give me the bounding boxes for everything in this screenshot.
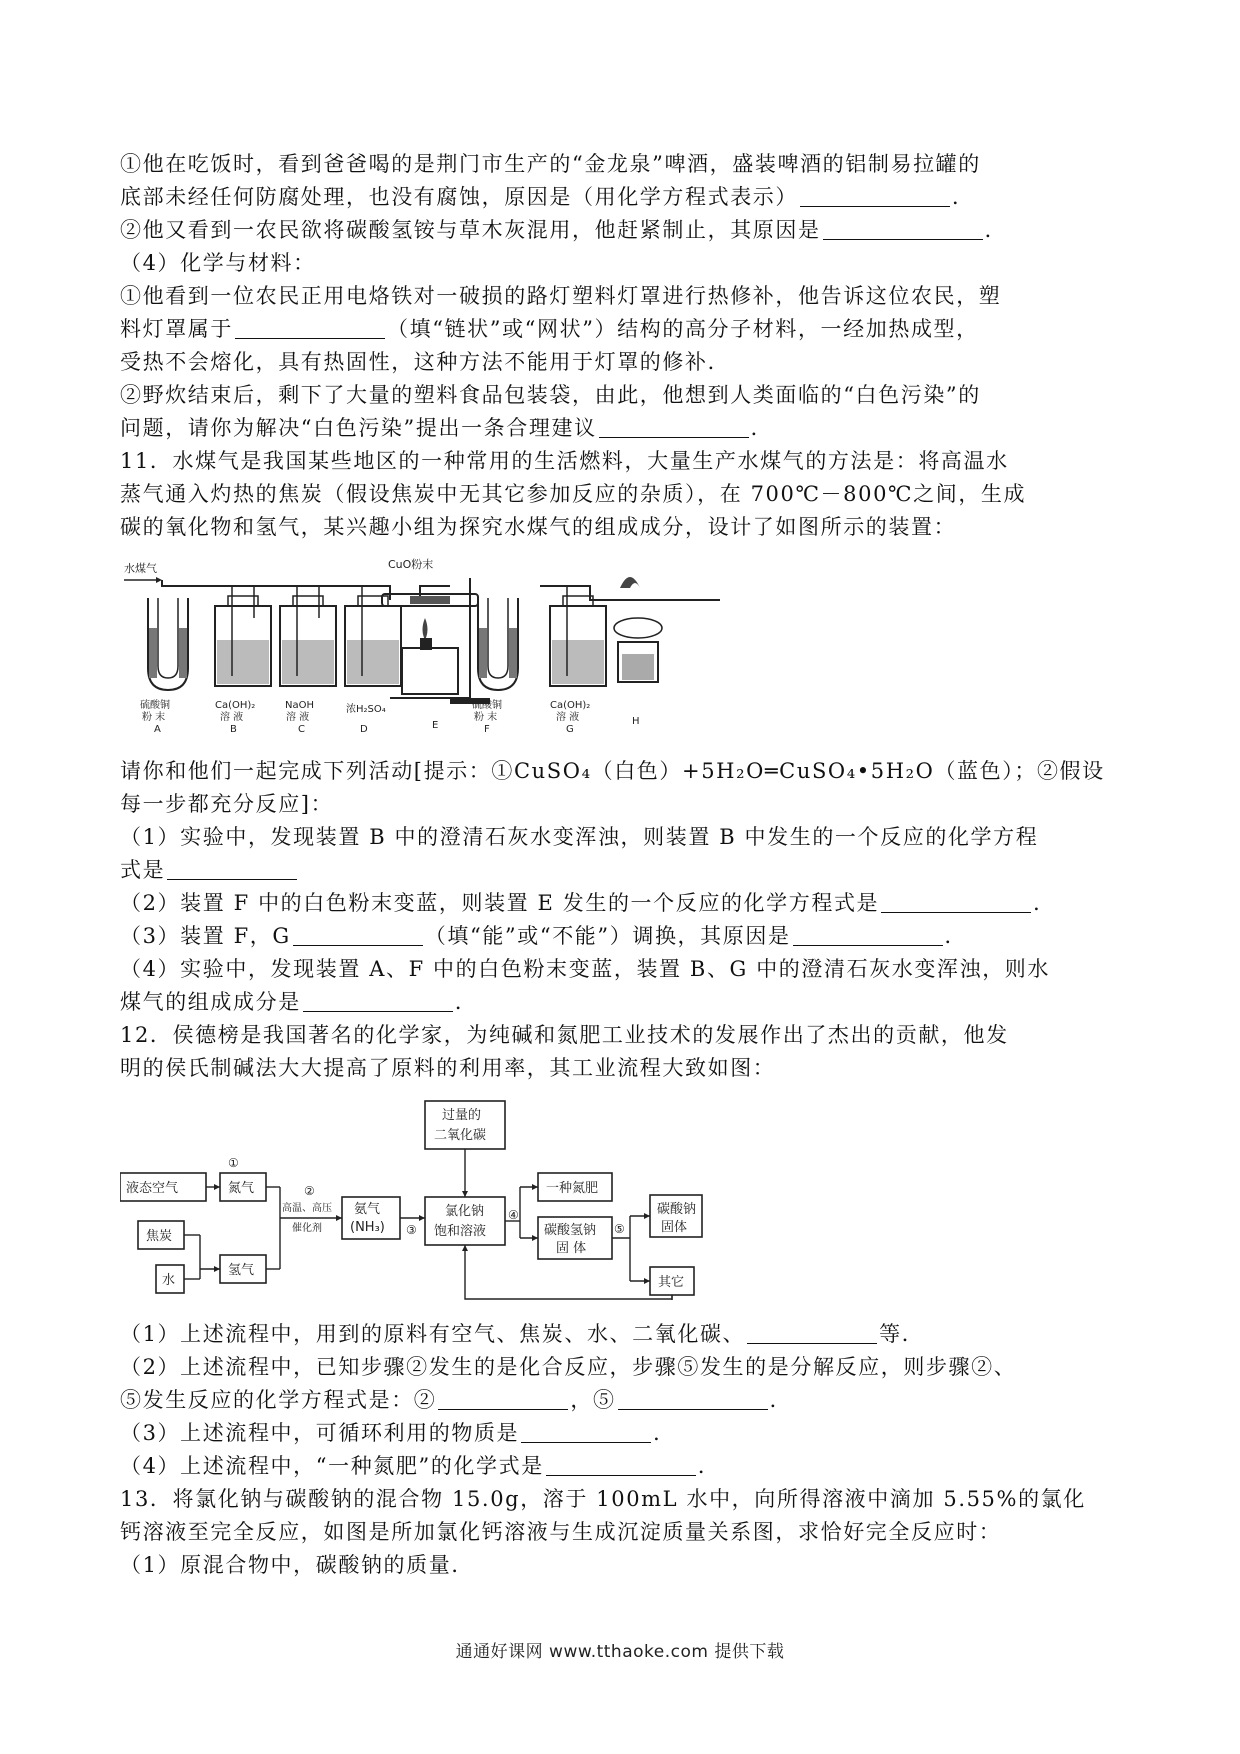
letter-f: F	[484, 724, 490, 733]
q13-line1: 13．将氯化钠与碳酸钠的混合物 15.0g，溶于 100mL 水中，向所得溶液中滴加 5.55%的氯化	[120, 1487, 1086, 1511]
box-ammonia-1: 氨气	[354, 1202, 381, 1217]
q12-s2-line2: ⑤发生反应的化学方程式是：② ，⑤ ．	[120, 1388, 793, 1412]
label-b-2: 溶 液	[220, 712, 244, 723]
letter-b: B	[230, 724, 237, 733]
box-nahco3-2: 固 体	[556, 1241, 587, 1256]
q10-3-1-line2: 底部未经任何防腐处理，也没有腐蚀，原因是（用化学方程式表示） ．	[120, 185, 975, 209]
label-a-2: 粉 末	[142, 712, 166, 723]
q12-s4: （4）上述流程中，“一种氮肥”的化学式是 ．	[120, 1454, 721, 1478]
q11-hint-line1: 请你和他们一起完成下列活动[提示：①CuSO₄（白色）+5H₂O═CuSO₄•5H₂O（蓝色）；②假设	[120, 759, 1105, 783]
answer-blank[interactable]	[293, 923, 423, 946]
step-3: ③	[406, 1223, 417, 1237]
label-g-2: 溶 液	[556, 712, 580, 723]
q10-4-1-line2: 料灯罩属于 （填“链状”或“网状”）结构的高分子材料，一经加热成型，	[120, 317, 979, 341]
answer-blank[interactable]	[167, 857, 297, 880]
cond-high-temp: 高温、高压	[282, 1203, 332, 1214]
q12-s1: （1）上述流程中，用到的原料有空气、焦炭、水、二氧化碳、 等．	[120, 1322, 925, 1346]
q12-line1: 12．侯德榜是我国著名的化学家，为纯碱和氮肥工业技术的发展作出了杰出的贡献，他发	[120, 1023, 1009, 1047]
letter-a: A	[154, 724, 161, 733]
box-water: 水	[162, 1273, 176, 1288]
q11-line1: 11．水煤气是我国某些地区的一种常用的生活燃料，大量生产水煤气的方法是：将高温水	[120, 449, 1009, 473]
label-g-1: Ca(OH)₂	[550, 700, 591, 711]
letter-h: H	[632, 716, 640, 727]
answer-blank[interactable]	[881, 890, 1031, 913]
step-2: ②	[304, 1184, 315, 1198]
label-d-1: 浓H₂SO₄	[346, 704, 386, 715]
q10-4-2-line1: ②野炊结束后，剩下了大量的塑料食品包装袋，由此，他想到人类面临的“白色污染”的	[120, 383, 981, 407]
box-na2co3-1: 碳酸钠	[657, 1202, 697, 1217]
step-5: ⑤	[614, 1222, 625, 1236]
q10-4-1-line3: 受热不会熔化，具有热固性，这种方法不能用于灯罩的修补．	[120, 350, 731, 374]
q13-line2: 钙溶液至完全反应，如图是所加氯化钙溶液与生成沉淀质量关系图，求恰好完全反应时：	[120, 1520, 1002, 1544]
letter-g: G	[566, 724, 574, 733]
q11-s2: （2）装置 F 中的白色粉末变蓝，则装置 E 发生的一个反应的化学方程式是 ．	[120, 891, 1056, 915]
q11-line3: 碳的氧化物和氢气，某兴趣小组为探究水煤气的组成成分，设计了如图所示的装置：	[120, 515, 957, 539]
flow-diagram	[120, 1095, 820, 1300]
q11-hint-line2: 每一步都充分反应]：	[120, 792, 334, 816]
letter-e: E	[432, 720, 439, 731]
box-nitrogen: 氮气	[228, 1181, 255, 1196]
svg-text:CuO粉末: CuO粉末	[388, 558, 434, 571]
step-4: ④	[508, 1208, 519, 1222]
box-coke: 焦炭	[146, 1229, 173, 1244]
q10-3-2: ②他又看到一农民欲将碳酸氢铵与草木灰混用，他赶紧制止，其原因是 ．	[120, 218, 1008, 242]
box-fertilizer: 一种氮肥	[546, 1181, 599, 1196]
q11-s1-line2: 式是	[120, 854, 1130, 887]
answer-blank[interactable]	[235, 316, 385, 339]
answer-blank[interactable]	[793, 923, 943, 946]
letter-c: C	[298, 724, 305, 733]
box-nahco3-1: 碳酸氢钠	[544, 1223, 597, 1238]
q12-s2-line1: （2）上述流程中，已知步骤②发生的是化合反应，步骤⑤发生的是分解反应，则步骤②、	[120, 1355, 1017, 1379]
answer-blank[interactable]	[800, 184, 950, 207]
q11-s3: （3）装置 F，G （填“能”或“不能”）调换，其原因是 ．	[120, 924, 968, 948]
box-co2-1: 过量的	[442, 1108, 482, 1123]
answer-blank[interactable]	[747, 1321, 877, 1344]
label-f-1: 硫酸铜	[472, 700, 502, 711]
q11-s4-line1: （4）实验中，发现装置 A、F 中的白色粉末变蓝，装置 B、G 中的澄清石灰水变浑浊，则水	[120, 957, 1051, 981]
answer-blank[interactable]	[546, 1453, 696, 1476]
answer-blank[interactable]	[521, 1420, 651, 1443]
label-b-1: Ca(OH)₂	[215, 700, 256, 711]
label-c-1: NaOH	[285, 700, 314, 711]
q10-4-title: （4）化学与材料：	[120, 251, 316, 275]
q10-4-1-line1: ①他看到一位农民正用电烙铁对一破损的路灯塑料灯罩进行热修补，他告诉这位农民，塑	[120, 284, 1002, 308]
label-c-2: 溶 液	[286, 712, 310, 723]
q13-line3: （1）原混合物中，碳酸钠的质量．	[120, 1553, 474, 1577]
label-a-1: 硫酸铜	[140, 700, 170, 711]
u-tube-a	[148, 598, 188, 690]
q12-line2: 明的侯氏制碱法大大提高了原料的利用率，其工业流程大致如图：	[120, 1056, 776, 1080]
label-f-2: 粉 末	[474, 712, 498, 723]
box-na2co3-2: 固体	[661, 1220, 688, 1235]
box-other: 其它	[658, 1275, 685, 1290]
gas-label: 水煤气	[124, 562, 157, 575]
letter-d: D	[360, 724, 368, 733]
box-nacl-1: 氯化钠	[445, 1204, 485, 1219]
box-ammonia-2: (NH₃)	[350, 1220, 385, 1235]
q10-4-2-line2: 问题，请你为解决“白色污染”提出一条合理建议 ．	[120, 416, 774, 440]
answer-blank[interactable]	[303, 989, 453, 1012]
worksheet-body	[120, 148, 1130, 1582]
answer-blank[interactable]	[618, 1387, 768, 1410]
bottle-d	[345, 586, 401, 686]
box-hydrogen: 氢气	[228, 1263, 255, 1278]
apparatus-diagram	[120, 558, 760, 733]
q11-s4-line2: 煤气的组成成分是 ．	[120, 990, 478, 1014]
cond-catalyst: 催化剂	[292, 1223, 322, 1234]
q11-line2: 蒸气通入灼热的焦炭（假设焦炭中无其它参加反应的杂质），在 700℃－800℃之间，生成	[120, 482, 1027, 506]
answer-blank[interactable]	[438, 1387, 568, 1410]
q12-s3: （3）上述流程中，可循环利用的物质是 ．	[120, 1421, 676, 1445]
step-1: ①	[228, 1156, 239, 1170]
box-liquid-air: 液态空气	[126, 1181, 179, 1196]
q10-3-1-line1: ①他在吃饭时，看到爸爸喝的是荆门市生产的“金龙泉”啤酒，盛装啤酒的铝制易拉罐的	[120, 152, 981, 176]
bottle-c	[280, 586, 336, 686]
q11-s1-line1: （1）实验中，发现装置 B 中的澄清石灰水变浑浊，则装置 B 中发生的一个反应的化学方程	[120, 825, 1039, 849]
answer-blank[interactable]	[599, 415, 749, 438]
page-footer: 通通好课网 www.tthaoke.com 提供下载	[455, 1642, 785, 1662]
u-tube-f	[478, 598, 518, 690]
burner-h	[614, 577, 662, 682]
bottle-b	[215, 586, 271, 686]
box-co2-2: 二氧化碳	[434, 1128, 487, 1143]
box-nacl-2: 饱和溶液	[434, 1224, 487, 1239]
answer-blank[interactable]	[823, 217, 983, 240]
